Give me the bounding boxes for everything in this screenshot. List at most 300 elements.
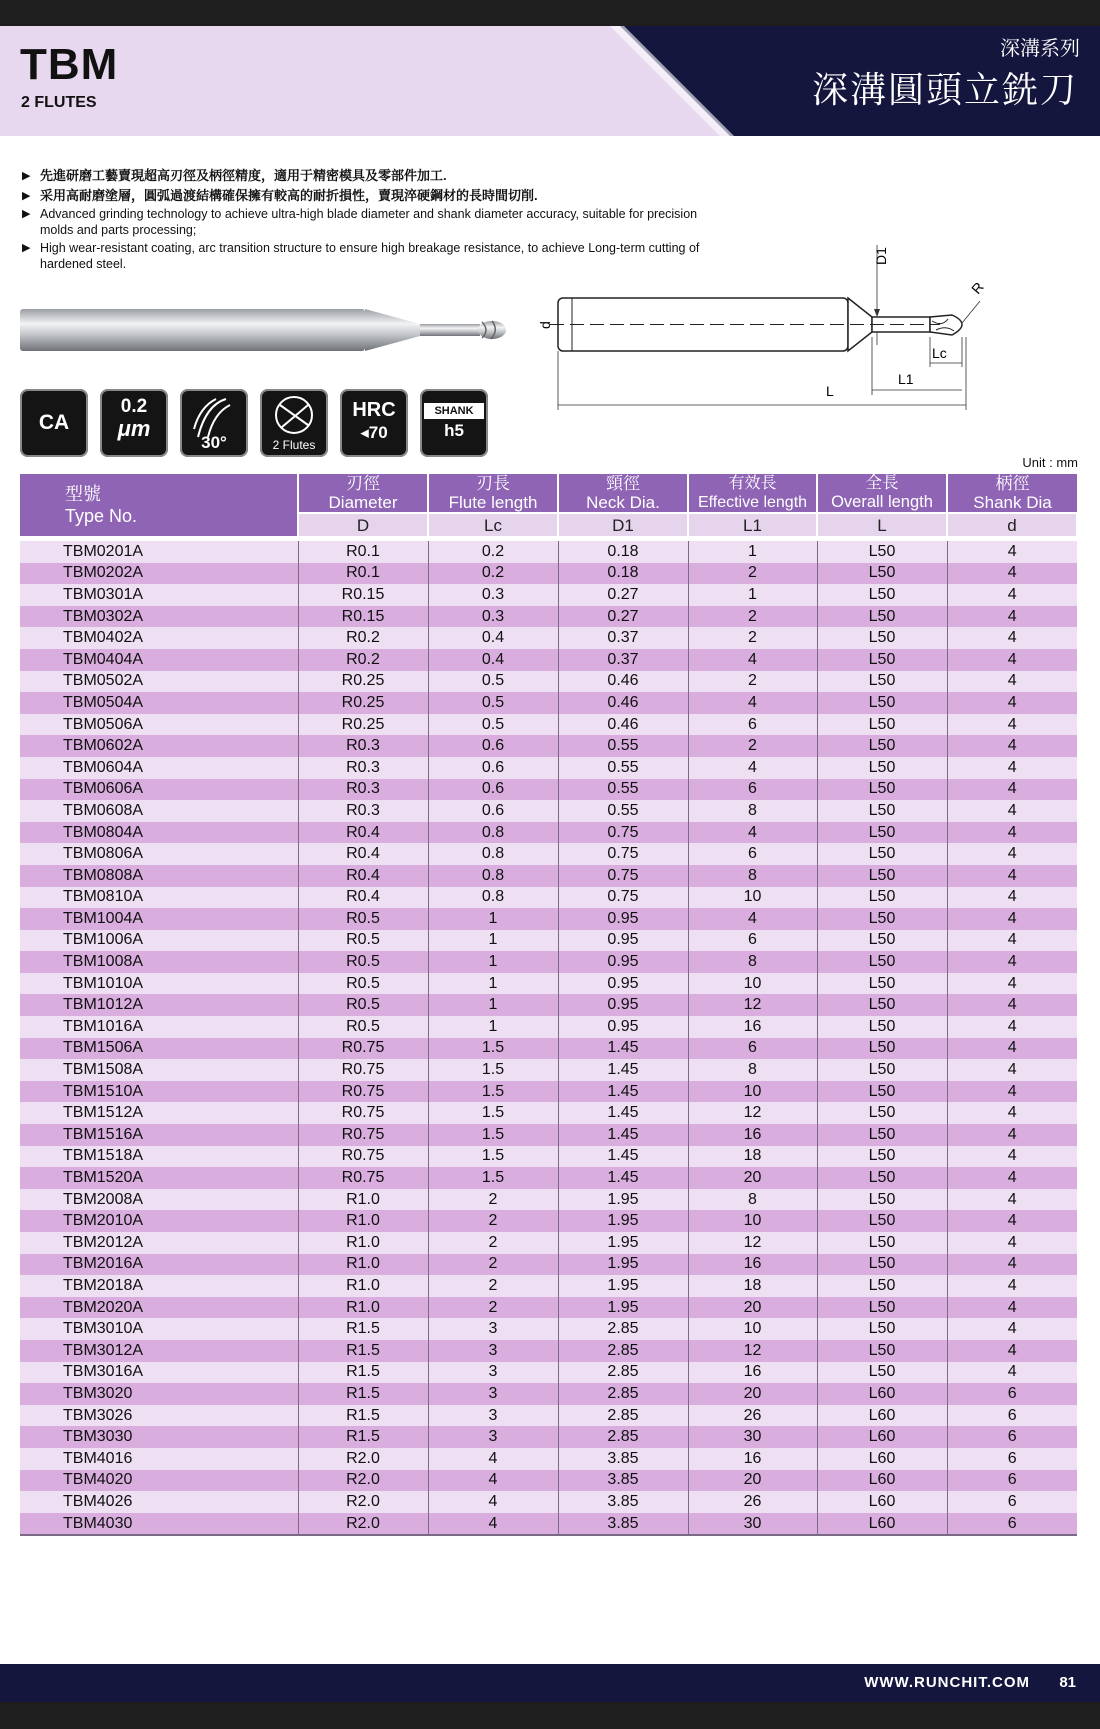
table-row — [20, 908, 1077, 930]
cell-neck-dia: 0.37 — [558, 649, 688, 671]
table-row — [20, 1167, 1077, 1189]
table-row — [20, 994, 1077, 1016]
cell-effective-length: 12 — [688, 994, 817, 1016]
cell-neck-dia: 0.55 — [558, 735, 688, 757]
cell-overall-length: L50 — [817, 908, 947, 930]
flutes-subtitle: 2 FLUTES — [21, 94, 97, 111]
cell-shank-dia: 4 — [947, 994, 1077, 1016]
feature-text: 采用高耐磨塗層，圓弧過渡結構確保擁有較高的耐折損性，賣現淬硬鋼材的長時間切削. — [40, 188, 538, 203]
cell-neck-dia: 0.18 — [558, 563, 688, 585]
cell-diameter: R0.75 — [298, 1038, 428, 1060]
cell-overall-length: L60 — [817, 1426, 947, 1448]
table-row — [20, 1383, 1077, 1405]
unit-label: Unit : mm — [1022, 455, 1078, 470]
cell-overall-length: L50 — [817, 714, 947, 736]
table-row — [20, 1275, 1077, 1297]
table-row — [20, 1102, 1077, 1124]
cell-shank-dia: 4 — [947, 539, 1077, 563]
cell-diameter: R1.0 — [298, 1189, 428, 1211]
cell-type-no: TBM3030 — [20, 1426, 298, 1448]
cell-flute-length: 0.5 — [428, 692, 558, 714]
cell-effective-length: 1 — [688, 584, 817, 606]
cell-overall-length: L50 — [817, 1146, 947, 1168]
cell-flute-length: 2 — [428, 1189, 558, 1211]
cell-neck-dia: 0.55 — [558, 757, 688, 779]
table-row — [20, 1340, 1077, 1362]
cell-neck-dia: 0.75 — [558, 843, 688, 865]
page-header — [0, 26, 1100, 136]
table-row — [20, 1081, 1077, 1103]
cell-shank-dia: 4 — [947, 735, 1077, 757]
cell-effective-length: 10 — [688, 1318, 817, 1340]
cell-diameter: R1.0 — [298, 1232, 428, 1254]
cell-neck-dia: 1.95 — [558, 1275, 688, 1297]
cell-neck-dia: 1.95 — [558, 1189, 688, 1211]
table-row — [20, 714, 1077, 736]
cell-diameter: R0.1 — [298, 563, 428, 585]
cell-effective-length: 8 — [688, 800, 817, 822]
cell-type-no: TBM0301A — [20, 584, 298, 606]
cell-effective-length: 20 — [688, 1383, 817, 1405]
cell-diameter: R2.0 — [298, 1513, 428, 1536]
table-row — [20, 757, 1077, 779]
cell-diameter: R1.5 — [298, 1426, 428, 1448]
cell-shank-dia: 4 — [947, 584, 1077, 606]
cell-effective-length: 26 — [688, 1405, 817, 1427]
table-row — [20, 1124, 1077, 1146]
cell-shank-dia: 4 — [947, 1189, 1077, 1211]
dim-l-label: L — [826, 383, 834, 399]
website-url: WWW.RUNCHIT.COM — [864, 1674, 1030, 1691]
cell-neck-dia: 1.45 — [558, 1059, 688, 1081]
cell-effective-length: 30 — [688, 1426, 817, 1448]
cell-type-no: TBM0810A — [20, 887, 298, 909]
cell-neck-dia: 1.95 — [558, 1297, 688, 1319]
cell-shank-dia: 4 — [947, 692, 1077, 714]
cell-flute-length: 0.4 — [428, 627, 558, 649]
cell-diameter: R0.75 — [298, 1059, 428, 1081]
cell-effective-length: 12 — [688, 1340, 817, 1362]
cell-effective-length: 6 — [688, 843, 817, 865]
helix-value: 30° — [201, 433, 227, 452]
cell-overall-length: L50 — [817, 539, 947, 563]
feature-text: Advanced grinding technology to achieve ultra-high blade diameter and shank diameter accuracy, suitable for precision molds and parts processing; — [40, 207, 698, 237]
cell-neck-dia: 0.95 — [558, 930, 688, 952]
cell-type-no: TBM0808A — [20, 865, 298, 887]
shank-value: h5 — [444, 421, 464, 440]
cell-type-no: TBM1508A — [20, 1059, 298, 1081]
cell-neck-dia: 2.85 — [558, 1318, 688, 1340]
cell-flute-length: 1 — [428, 908, 558, 930]
cell-overall-length: L50 — [817, 822, 947, 844]
cell-type-no: TBM0202A — [20, 563, 298, 585]
cell-effective-length: 4 — [688, 649, 817, 671]
shank-label: SHANK — [424, 403, 484, 419]
cell-diameter: R0.3 — [298, 757, 428, 779]
dim-l1-label: L1 — [898, 371, 914, 387]
cell-diameter: R0.5 — [298, 951, 428, 973]
cell-diameter: R0.5 — [298, 908, 428, 930]
product-title: 深溝圓頭立銑刀 — [811, 69, 1078, 110]
cell-overall-length: L50 — [817, 1210, 947, 1232]
helix-angle-icon — [180, 389, 248, 457]
page-number: 81 — [1059, 1674, 1076, 1691]
cell-shank-dia: 4 — [947, 1318, 1077, 1340]
cell-overall-length: L50 — [817, 779, 947, 801]
cell-type-no: TBM0404A — [20, 649, 298, 671]
cell-neck-dia: 3.85 — [558, 1491, 688, 1513]
cell-effective-length: 10 — [688, 887, 817, 909]
cell-overall-length: L50 — [817, 1124, 947, 1146]
cell-overall-length: L50 — [817, 973, 947, 995]
cell-overall-length: L50 — [817, 1102, 947, 1124]
table-row — [20, 887, 1077, 909]
precision-unit: μm — [117, 416, 151, 441]
dim-d1-label: D1 — [873, 247, 889, 265]
cell-overall-length: L50 — [817, 865, 947, 887]
cell-type-no: TBM4026 — [20, 1491, 298, 1513]
header-flute-length: 刃長 Flute length — [428, 474, 558, 513]
cell-flute-length: 1.5 — [428, 1124, 558, 1146]
cell-neck-dia: 0.37 — [558, 627, 688, 649]
cell-flute-length: 1 — [428, 994, 558, 1016]
cell-flute-length: 2 — [428, 1210, 558, 1232]
cell-shank-dia: 4 — [947, 1362, 1077, 1384]
flutes-value: 2 Flutes — [272, 438, 316, 452]
cell-neck-dia: 1.45 — [558, 1146, 688, 1168]
cell-neck-dia: 0.75 — [558, 887, 688, 909]
cell-diameter: R0.75 — [298, 1081, 428, 1103]
cell-overall-length: L50 — [817, 994, 947, 1016]
cell-shank-dia: 6 — [947, 1513, 1077, 1536]
cell-type-no: TBM0804A — [20, 822, 298, 844]
table-row — [20, 1232, 1077, 1254]
cell-overall-length: L50 — [817, 930, 947, 952]
cell-effective-length: 6 — [688, 1038, 817, 1060]
cell-neck-dia: 1.45 — [558, 1124, 688, 1146]
cell-overall-length: L60 — [817, 1405, 947, 1427]
cell-neck-dia: 1.95 — [558, 1254, 688, 1276]
cell-flute-length: 3 — [428, 1426, 558, 1448]
cell-neck-dia: 0.75 — [558, 865, 688, 887]
cell-flute-length: 1.5 — [428, 1059, 558, 1081]
cell-effective-length: 8 — [688, 951, 817, 973]
brand-title: TBM — [20, 40, 119, 89]
cell-type-no: TBM1520A — [20, 1167, 298, 1189]
bullet-arrow-icon: ▶ — [22, 170, 31, 182]
cell-overall-length: L50 — [817, 606, 947, 628]
cell-overall-length: L50 — [817, 951, 947, 973]
cell-effective-length: 4 — [688, 692, 817, 714]
symbol-shank-d: d — [947, 513, 1077, 539]
cell-neck-dia: 2.85 — [558, 1362, 688, 1384]
cell-shank-dia: 4 — [947, 1124, 1077, 1146]
table-row — [20, 563, 1077, 585]
cell-effective-length: 6 — [688, 779, 817, 801]
cell-diameter: R1.0 — [298, 1297, 428, 1319]
cell-effective-length: 20 — [688, 1297, 817, 1319]
table-row — [20, 951, 1077, 973]
cell-shank-dia: 4 — [947, 1059, 1077, 1081]
cell-overall-length: L50 — [817, 800, 947, 822]
cell-neck-dia: 0.95 — [558, 951, 688, 973]
cell-overall-length: L50 — [817, 887, 947, 909]
cell-diameter: R0.75 — [298, 1146, 428, 1168]
cell-diameter: R0.75 — [298, 1102, 428, 1124]
cell-shank-dia: 4 — [947, 800, 1077, 822]
cell-type-no: TBM1010A — [20, 973, 298, 995]
cell-type-no: TBM1510A — [20, 1081, 298, 1103]
cell-type-no: TBM1512A — [20, 1102, 298, 1124]
cell-flute-length: 2 — [428, 1297, 558, 1319]
header-neck-dia: 頸徑 Neck Dia. — [558, 474, 688, 513]
cell-effective-length: 18 — [688, 1275, 817, 1297]
cell-flute-length: 0.3 — [428, 606, 558, 628]
cell-diameter: R0.25 — [298, 714, 428, 736]
cell-neck-dia: 0.46 — [558, 671, 688, 693]
cell-diameter: R0.25 — [298, 671, 428, 693]
table-row — [20, 779, 1077, 801]
table-row — [20, 735, 1077, 757]
cell-overall-length: L50 — [817, 1254, 947, 1276]
cell-effective-length: 6 — [688, 714, 817, 736]
cell-effective-length: 8 — [688, 1189, 817, 1211]
feature-text: 先進研磨工藝賣現超高刃徑及柄徑精度，適用于精密模具及零部件加工. — [40, 168, 447, 183]
cell-shank-dia: 6 — [947, 1383, 1077, 1405]
cell-flute-length: 0.8 — [428, 822, 558, 844]
cell-flute-length: 2 — [428, 1232, 558, 1254]
table-row — [20, 973, 1077, 995]
cell-overall-length: L60 — [817, 1491, 947, 1513]
table-row — [20, 1362, 1077, 1384]
cell-neck-dia: 2.85 — [558, 1426, 688, 1448]
cell-effective-length: 16 — [688, 1124, 817, 1146]
cell-diameter: R0.2 — [298, 627, 428, 649]
table-row — [20, 1318, 1077, 1340]
cell-type-no: TBM3010A — [20, 1318, 298, 1340]
cell-diameter: R0.1 — [298, 539, 428, 563]
header-diameter: 刃徑 Diameter — [298, 474, 428, 513]
cell-overall-length: L50 — [817, 1081, 947, 1103]
cell-overall-length: L50 — [817, 692, 947, 714]
cell-type-no: TBM0504A — [20, 692, 298, 714]
cell-flute-length: 0.6 — [428, 757, 558, 779]
cell-shank-dia: 4 — [947, 563, 1077, 585]
feature-text: High wear-resistant coating, arc transition structure to ensure high breakage resistance, to achieve Long-term cutting of hardened steel. — [40, 241, 700, 271]
table-row — [20, 1254, 1077, 1276]
cell-shank-dia: 4 — [947, 671, 1077, 693]
cell-shank-dia: 4 — [947, 887, 1077, 909]
cell-diameter: R0.4 — [298, 865, 428, 887]
cell-type-no: TBM0302A — [20, 606, 298, 628]
hrc-value: ◂70 — [360, 423, 388, 442]
cell-type-no: TBM0606A — [20, 779, 298, 801]
cell-shank-dia: 6 — [947, 1470, 1077, 1492]
table-row — [20, 1448, 1077, 1470]
cell-diameter: R2.0 — [298, 1491, 428, 1513]
cell-neck-dia: 0.27 — [558, 584, 688, 606]
table-row — [20, 1297, 1077, 1319]
precision-icon — [100, 389, 168, 457]
cell-diameter: R0.15 — [298, 606, 428, 628]
cell-neck-dia: 0.95 — [558, 973, 688, 995]
cell-flute-length: 0.3 — [428, 584, 558, 606]
cell-neck-dia: 1.95 — [558, 1232, 688, 1254]
header-shank-dia: 柄徑 Shank Dia — [947, 474, 1077, 513]
cell-shank-dia: 6 — [947, 1405, 1077, 1427]
cell-type-no: TBM0806A — [20, 843, 298, 865]
precision-value: 0.2 — [120, 396, 148, 417]
cell-flute-length: 0.5 — [428, 714, 558, 736]
bullet-arrow-icon: ▶ — [22, 208, 31, 220]
table-row — [20, 822, 1077, 844]
cell-type-no: TBM1506A — [20, 1038, 298, 1060]
cell-overall-length: L60 — [817, 1470, 947, 1492]
cell-effective-length: 4 — [688, 908, 817, 930]
cell-type-no: TBM1516A — [20, 1124, 298, 1146]
cell-overall-length: L50 — [817, 584, 947, 606]
cell-overall-length: L50 — [817, 1297, 947, 1319]
cell-flute-length: 4 — [428, 1513, 558, 1536]
cell-flute-length: 1.5 — [428, 1102, 558, 1124]
cell-shank-dia: 4 — [947, 1232, 1077, 1254]
cell-neck-dia: 1.45 — [558, 1167, 688, 1189]
cell-shank-dia: 4 — [947, 649, 1077, 671]
cell-flute-length: 4 — [428, 1448, 558, 1470]
cell-neck-dia: 0.46 — [558, 714, 688, 736]
table-row — [20, 627, 1077, 649]
cell-diameter: R0.2 — [298, 649, 428, 671]
header-overall-length: 全長 Overall length — [817, 474, 947, 513]
cell-type-no: TBM1518A — [20, 1146, 298, 1168]
cell-shank-dia: 4 — [947, 908, 1077, 930]
cell-neck-dia: 1.95 — [558, 1210, 688, 1232]
cell-shank-dia: 4 — [947, 865, 1077, 887]
cell-flute-length: 0.2 — [428, 539, 558, 563]
cell-neck-dia: 3.85 — [558, 1470, 688, 1492]
cell-shank-dia: 4 — [947, 779, 1077, 801]
cell-shank-dia: 4 — [947, 1275, 1077, 1297]
cell-diameter: R1.0 — [298, 1254, 428, 1276]
cell-neck-dia: 0.46 — [558, 692, 688, 714]
bullet-arrow-icon: ▶ — [22, 190, 31, 202]
table-row — [20, 671, 1077, 693]
cell-effective-length: 20 — [688, 1167, 817, 1189]
cell-shank-dia: 4 — [947, 843, 1077, 865]
cell-effective-length: 30 — [688, 1513, 817, 1536]
cell-type-no: TBM0604A — [20, 757, 298, 779]
cell-flute-length: 4 — [428, 1491, 558, 1513]
cell-neck-dia: 0.18 — [558, 539, 688, 563]
table-row — [20, 930, 1077, 952]
cell-effective-length: 16 — [688, 1362, 817, 1384]
cell-flute-length: 1 — [428, 951, 558, 973]
cell-diameter: R1.5 — [298, 1362, 428, 1384]
table-row — [20, 865, 1077, 887]
symbol-l1: L1 — [688, 513, 817, 539]
cell-flute-length: 3 — [428, 1405, 558, 1427]
cell-effective-length: 16 — [688, 1016, 817, 1038]
table-row — [20, 800, 1077, 822]
cell-shank-dia: 4 — [947, 1081, 1077, 1103]
cell-flute-length: 1.5 — [428, 1081, 558, 1103]
cell-type-no: TBM2018A — [20, 1275, 298, 1297]
cell-effective-length: 8 — [688, 1059, 817, 1081]
cell-type-no: TBM3012A — [20, 1340, 298, 1362]
cell-neck-dia: 1.45 — [558, 1081, 688, 1103]
table-row — [20, 1016, 1077, 1038]
cell-diameter: R0.5 — [298, 994, 428, 1016]
table-row — [20, 692, 1077, 714]
cell-effective-length: 4 — [688, 822, 817, 844]
cell-shank-dia: 4 — [947, 714, 1077, 736]
cell-type-no: TBM3026 — [20, 1405, 298, 1427]
cell-overall-length: L60 — [817, 1448, 947, 1470]
cell-effective-length: 10 — [688, 973, 817, 995]
cell-diameter: R0.75 — [298, 1167, 428, 1189]
cell-diameter: R1.5 — [298, 1405, 428, 1427]
cell-diameter: R1.0 — [298, 1210, 428, 1232]
cell-effective-length: 1 — [688, 539, 817, 563]
cell-diameter: R0.25 — [298, 692, 428, 714]
cell-type-no: TBM4016 — [20, 1448, 298, 1470]
tool-dimension-diagram — [537, 247, 1080, 410]
series-label: 深溝系列 — [1000, 38, 1080, 60]
cell-diameter: R0.3 — [298, 779, 428, 801]
cell-overall-length: L50 — [817, 843, 947, 865]
cell-type-no: TBM0201A — [20, 539, 298, 563]
cell-shank-dia: 4 — [947, 1102, 1077, 1124]
cell-overall-length: L50 — [817, 1318, 947, 1340]
cell-diameter: R1.0 — [298, 1275, 428, 1297]
cell-effective-length: 2 — [688, 671, 817, 693]
cell-neck-dia: 2.85 — [558, 1383, 688, 1405]
cell-shank-dia: 4 — [947, 1297, 1077, 1319]
coating-text: CA — [38, 411, 70, 434]
cell-shank-dia: 4 — [947, 822, 1077, 844]
cell-type-no: TBM3016A — [20, 1362, 298, 1384]
symbol-d: D — [298, 513, 428, 539]
cell-overall-length: L50 — [817, 1167, 947, 1189]
cell-type-no: TBM0608A — [20, 800, 298, 822]
cell-type-no: TBM0502A — [20, 671, 298, 693]
cell-diameter: R0.3 — [298, 800, 428, 822]
coating-icon — [20, 389, 88, 457]
cell-type-no: TBM3020 — [20, 1383, 298, 1405]
cell-flute-length: 1 — [428, 1016, 558, 1038]
cell-neck-dia: 1.45 — [558, 1038, 688, 1060]
cell-overall-length: L50 — [817, 1362, 947, 1384]
dim-r-label: R — [968, 278, 987, 297]
feature-en-1 — [22, 206, 702, 238]
cell-effective-length: 4 — [688, 757, 817, 779]
cell-shank-dia: 4 — [947, 930, 1077, 952]
cell-flute-length: 0.8 — [428, 843, 558, 865]
table-row — [20, 1513, 1077, 1536]
cell-flute-length: 1.5 — [428, 1167, 558, 1189]
cell-neck-dia: 0.95 — [558, 994, 688, 1016]
cell-overall-length: L50 — [817, 1340, 947, 1362]
cell-type-no: TBM1008A — [20, 951, 298, 973]
cell-flute-length: 0.6 — [428, 779, 558, 801]
table-row — [20, 649, 1077, 671]
table-row — [20, 539, 1077, 563]
table-row — [20, 1470, 1077, 1492]
cell-diameter: R0.5 — [298, 930, 428, 952]
cell-effective-length: 6 — [688, 930, 817, 952]
feature-cn-2 — [22, 186, 702, 206]
cell-effective-length: 2 — [688, 627, 817, 649]
